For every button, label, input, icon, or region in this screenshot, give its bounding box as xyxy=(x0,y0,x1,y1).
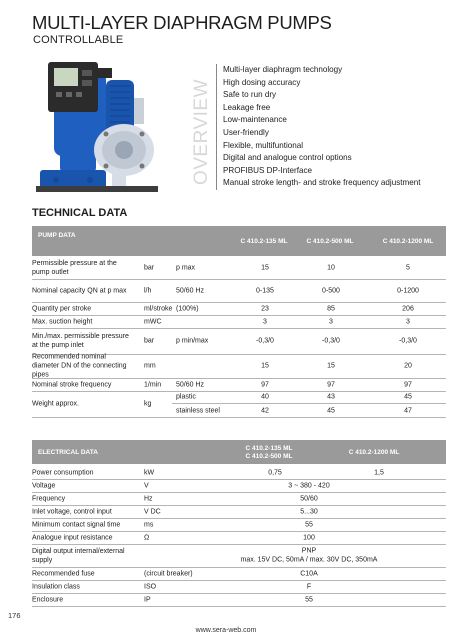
table-row xyxy=(32,580,446,594)
row-condition: p max xyxy=(176,264,196,271)
row-value: 20 xyxy=(404,362,412,370)
row-unit: ml/stroke xyxy=(144,305,173,312)
row-value: C10A xyxy=(300,570,318,577)
row-value: 10 xyxy=(327,264,335,271)
model-col-1: C 410.2-135 ML xyxy=(240,238,288,245)
row-value: 0-500 xyxy=(322,287,340,294)
row-unit: Ω xyxy=(144,534,150,541)
row-value: 5 xyxy=(406,264,410,271)
weight-steel-row xyxy=(172,404,446,417)
table-row xyxy=(32,479,446,493)
row-value: 1,5 xyxy=(374,469,384,476)
row-label: Minimum contact signal time xyxy=(32,521,121,528)
row-value: -0,3/0 xyxy=(322,337,340,345)
feature-item: Leakage free xyxy=(223,102,271,112)
row-value: 0-1200 xyxy=(397,287,419,294)
row-unit: V DC xyxy=(144,508,161,515)
feature-item: Multi-layer diaphragm technology xyxy=(223,65,343,74)
table-row xyxy=(32,492,446,506)
row-condition: 50/60 Hz xyxy=(176,287,205,294)
feature-item: User-friendly xyxy=(223,127,269,137)
row-value: F xyxy=(306,583,312,590)
row-unit: bar xyxy=(144,264,155,271)
row-condition: plastic xyxy=(176,393,196,401)
row-unit: 1/min xyxy=(144,381,162,388)
feature-item: High dosing accuracy xyxy=(223,77,301,87)
row-condition: stainless steel xyxy=(176,407,220,414)
row-label: Enclosure xyxy=(32,596,64,603)
feature-item: Flexible, multifuntional xyxy=(223,140,304,150)
row-unit: mm xyxy=(144,362,156,370)
table-row xyxy=(32,315,446,329)
row-condition: 50/60 Hz xyxy=(176,381,205,388)
row-value: 97 xyxy=(261,381,269,388)
row-label: Digital output internal/external supply xyxy=(32,547,125,564)
table-row xyxy=(32,302,446,316)
row-value: 97 xyxy=(404,381,412,388)
feature-item: Safe to run dry xyxy=(223,90,277,100)
row-value: 45 xyxy=(327,407,335,414)
row-unit: bar xyxy=(144,337,155,345)
row-value: 55 xyxy=(305,521,313,528)
row-value: 85 xyxy=(327,305,335,312)
row-unit: V xyxy=(144,482,149,489)
technical-data-heading: TECHNICAL DATA xyxy=(32,207,128,219)
feature-item: PROFIBUS DP-Interface xyxy=(223,165,313,175)
row-condition: (100%) xyxy=(176,305,199,312)
row-label: Weight approx. xyxy=(32,400,79,408)
row-label: Nominal capacity QN at p max xyxy=(32,287,127,294)
weight-plastic-row xyxy=(172,391,446,404)
row-value: 55 xyxy=(305,596,313,603)
row-value: -0,3/0 xyxy=(256,337,274,345)
row-unit: (circuit breaker) xyxy=(144,570,193,577)
feature-item: Low-maintenance xyxy=(223,115,287,125)
table-row xyxy=(32,378,446,392)
row-value: 15 xyxy=(261,362,269,370)
row-value: 15 xyxy=(261,264,269,271)
row-label: Analogue input resistance xyxy=(32,534,113,541)
row-unit: Hz xyxy=(144,495,153,502)
feature-list xyxy=(216,64,421,190)
row-value: 43 xyxy=(327,393,335,401)
row-unit: kW xyxy=(144,469,155,476)
row-value: 3 ~ 380 - 420 xyxy=(288,482,330,489)
electrical-data-label: ELECTRICAL DATA xyxy=(38,449,98,456)
feature-item: Digital and analogue control options xyxy=(223,153,352,163)
row-label: Max. suction height xyxy=(32,318,93,325)
row-value: 40 xyxy=(261,393,269,401)
row-value: 0-135 xyxy=(256,287,274,294)
row-label: Nominal stroke frequency xyxy=(32,381,112,388)
table-row xyxy=(32,328,446,355)
table-row xyxy=(32,593,446,607)
page-subtitle: CONTROLLABLE xyxy=(33,34,124,46)
table-row xyxy=(32,505,446,519)
table-row xyxy=(32,256,446,280)
table-row xyxy=(32,531,446,545)
row-value: 23 xyxy=(261,305,269,312)
row-label: Voltage xyxy=(32,482,56,489)
row-label: Recommended fuse xyxy=(32,570,95,577)
page-number: 176 xyxy=(8,611,21,620)
row-value: 100 xyxy=(303,534,315,541)
pump-image xyxy=(32,58,182,198)
row-unit: kg xyxy=(144,400,152,408)
table-row xyxy=(32,518,446,532)
row-value: PNP xyxy=(301,547,317,555)
overview-label: OVERVIEW xyxy=(191,78,212,186)
row-unit: mWC xyxy=(144,318,162,325)
footer-url[interactable]: www.sera-web.com xyxy=(195,627,257,634)
row-value: 5...30 xyxy=(300,508,318,515)
elec-model-a1: C 410.2-135 ML xyxy=(245,445,293,452)
row-value: -0,3/0 xyxy=(399,337,417,345)
row-value: 45 xyxy=(404,393,412,401)
row-value: 42 xyxy=(261,407,269,414)
table-row xyxy=(32,567,446,581)
elec-model-b: C 410.2-1200 ML xyxy=(348,449,400,456)
pump-data-header xyxy=(32,226,446,256)
page-title: MULTI-LAYER DIAPHRAGM PUMPS xyxy=(32,12,332,33)
table-row xyxy=(32,354,446,379)
row-label: Insulation class xyxy=(32,583,80,590)
table-row-weight xyxy=(32,391,446,418)
row-unit: IP xyxy=(144,596,151,603)
row-value: 3 xyxy=(329,318,333,325)
row-label: Quantity per stroke xyxy=(32,305,92,312)
row-value: 0,75 xyxy=(268,469,282,476)
row-value: 3 xyxy=(263,318,267,325)
table-row xyxy=(32,466,446,480)
row-value: max. 15V DC, 50mA / max. 30V DC, 350mA xyxy=(240,556,378,564)
elec-model-a2: C 410.2-500 ML xyxy=(245,453,293,460)
row-condition: p min/max xyxy=(176,337,209,345)
row-value: 206 xyxy=(402,305,414,312)
row-label: Inlet voltage, control input xyxy=(32,508,112,515)
row-value: 3 xyxy=(406,318,410,325)
row-value: 50/60 xyxy=(300,495,318,502)
row-value: 97 xyxy=(327,381,335,388)
model-col-3: C 410.2-1200 ML xyxy=(382,238,434,245)
row-unit: ISO xyxy=(144,583,157,590)
row-label: Frequency xyxy=(32,495,66,502)
row-label: Permissible pressure at the pump outlet xyxy=(32,259,117,276)
row-label: Recommended nominal diameter DN of the connecting pipes xyxy=(32,353,127,379)
row-unit: ms xyxy=(144,521,154,528)
feature-item: Manual stroke length- and stroke frequency adjustment xyxy=(223,178,421,188)
row-label: Min./max. permissible pressure at the pump inlet xyxy=(32,333,129,349)
row-unit: l/h xyxy=(144,287,152,294)
pump-data-label: PUMP DATA xyxy=(38,232,76,239)
row-value: 15 xyxy=(327,362,335,370)
row-label: Power consumption xyxy=(32,469,94,476)
model-col-2: C 410.2-500 ML xyxy=(306,238,354,245)
table-row xyxy=(32,544,446,568)
electrical-data-header xyxy=(32,440,446,464)
row-value: 47 xyxy=(404,407,412,414)
table-row xyxy=(32,279,446,303)
